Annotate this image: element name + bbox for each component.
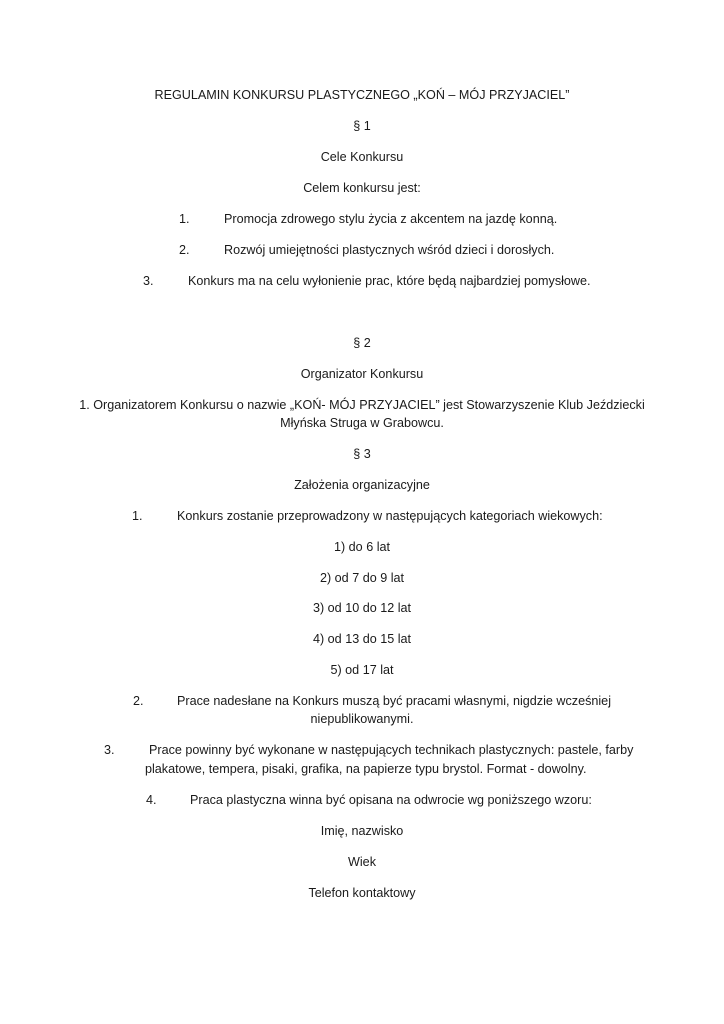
age-category: 3) od 10 do 12 lat: [312, 601, 412, 615]
document-title: REGULAMIN KONKURSU PLASTYCZNEGO „KOŃ – MÓJ PRZYJACIEL”: [154, 88, 570, 102]
template-field: Telefon kontaktowy: [308, 886, 416, 900]
section-3-heading: Założenia organizacyjne: [294, 478, 430, 492]
age-category: 5) od 17 lat: [330, 663, 394, 677]
section-2-item-line-2: Młyńska Struga w Grabowcu.: [280, 416, 444, 430]
list-item-text: Promocja zdrowego stylu życia z akcentem na jazdę konną.: [224, 212, 558, 226]
list-item-text: Rozwój umiejętności plastycznych wśród dzieci i dorosłych.: [224, 243, 555, 257]
section-2-mark: § 2: [353, 336, 371, 350]
age-category: 4) od 13 do 15 lat: [312, 632, 412, 646]
list-item-text: Konkurs ma na celu wyłonienie prac, które będą najbardziej pomysłowe.: [188, 274, 591, 288]
list-item-text: Praca plastyczna winna być opisana na odwrocie wg poniższego wzoru:: [190, 793, 592, 807]
template-field: Imię, nazwisko: [320, 824, 404, 838]
list-item-text: Prace powinny być wykonane w następujących technikach plastycznych: pastele, farby: [149, 743, 634, 757]
list-item-number: 2.: [133, 694, 144, 708]
section-1-heading: Cele Konkursu: [320, 150, 404, 164]
section-2-item-line-1: 1. Organizatorem Konkursu o nazwie „KOŃ- MÓJ PRZYJACIEL” jest Stowarzyszenie Klub Jeździecki: [79, 398, 645, 412]
list-item-text-continued: plakatowe, tempera, pisaki, grafika, na papierze typu brystol. Format - dowolny.: [145, 762, 587, 776]
list-item-text-continued: niepublikowanymi.: [310, 712, 414, 726]
list-item-number: 3.: [104, 743, 115, 757]
template-field: Wiek: [348, 855, 376, 869]
list-item-number: 2.: [179, 243, 190, 257]
list-item-text: Konkurs zostanie przeprowadzony w następujących kategoriach wiekowych:: [177, 509, 603, 523]
list-item-number: 1.: [179, 212, 190, 226]
age-category: 1) do 6 lat: [333, 540, 390, 554]
section-1-mark: § 1: [353, 119, 371, 133]
list-item-number: 3.: [143, 274, 154, 288]
section-2-heading: Organizator Konkursu: [300, 367, 424, 381]
list-item-number: 1.: [132, 509, 143, 523]
section-3-mark: § 3: [353, 447, 371, 461]
section-1-intro: Celem konkursu jest:: [303, 181, 421, 195]
list-item-text: Prace nadesłane na Konkurs muszą być pracami własnymi, nigdzie wcześniej: [177, 694, 611, 708]
list-item-number: 4.: [146, 793, 157, 807]
age-category: 2) od 7 do 9 lat: [319, 571, 405, 585]
